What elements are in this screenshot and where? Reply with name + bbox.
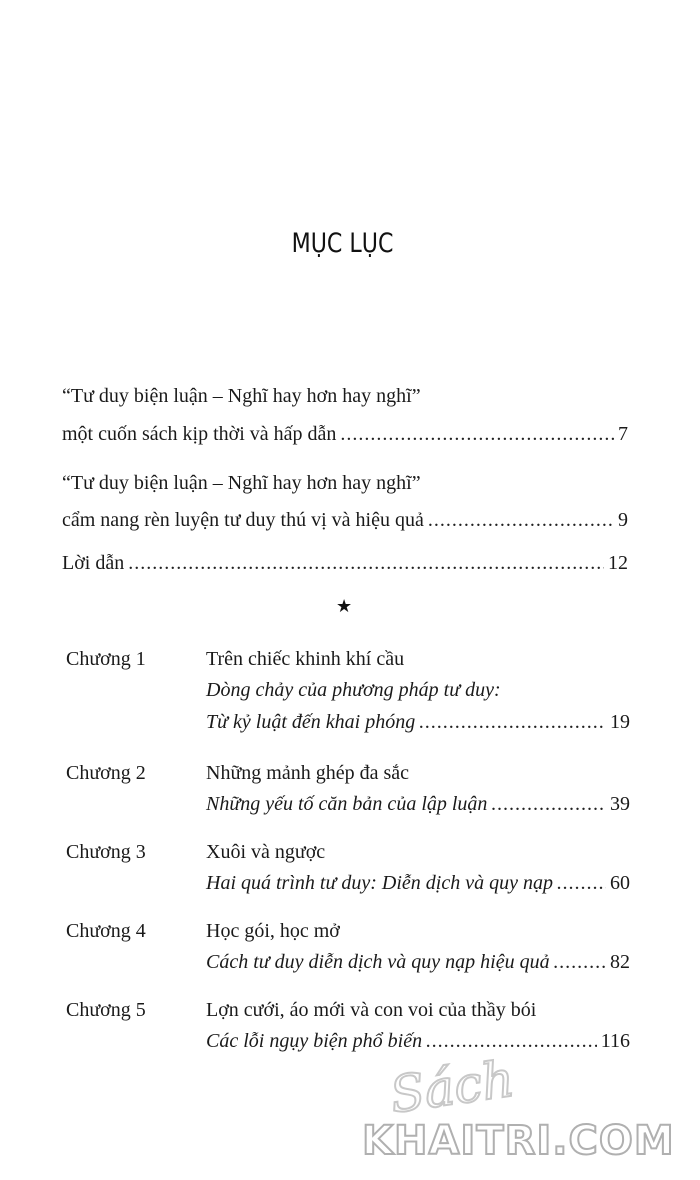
chapter-3-title[interactable]: Xuôi và ngược: [206, 841, 326, 863]
chapter-5-subtitle: Các lỗi ngụy biện phổ biến: [206, 1030, 423, 1052]
chapter-1-entry[interactable]: [206, 711, 630, 734]
chapter-2-page: 39: [610, 793, 630, 815]
chapter-4-page: 82: [610, 951, 630, 973]
intro-2-line1: “Tư duy biện luận – Nghĩ hay hơn hay nghĩ”: [62, 472, 421, 494]
foreword-page: 12: [608, 552, 628, 574]
watermark-brand: KHAITRI.COM: [362, 1118, 675, 1164]
leader-dots: [426, 1030, 597, 1053]
chapter-3-label: Chương 3: [66, 841, 146, 863]
leader-dots: [554, 951, 606, 974]
chapter-3-entry[interactable]: [206, 872, 630, 895]
intro-1-page: 7: [618, 423, 628, 445]
foreword-label: Lời dẫn: [62, 552, 125, 574]
watermark-logo: [362, 1049, 692, 1173]
intro-1-line2: một cuốn sách kịp thời và hấp dẫn: [62, 423, 337, 445]
intro-2-line2: cẩm nang rèn luyện tư duy thú vị và hiệu quả: [62, 509, 424, 531]
intro-2-page: 9: [618, 509, 628, 531]
chapter-1-subtitle-line1: Dòng chảy của phương pháp tư duy:: [206, 679, 501, 701]
chapter-2-label: Chương 2: [66, 762, 146, 784]
leader-dots: [340, 423, 614, 446]
chapter-3-subtitle: Hai quá trình tư duy: Diễn dịch và quy nạp: [206, 872, 553, 894]
chapter-2-entry[interactable]: [206, 793, 630, 816]
chapter-5-page: 116: [600, 1030, 630, 1052]
star-separator-icon: ★: [336, 596, 353, 617]
leader-dots: [128, 552, 604, 575]
chapter-4-subtitle: Cách tư duy diễn dịch và quy nạp hiệu quả: [206, 951, 550, 973]
chapter-5-entry[interactable]: [206, 1030, 630, 1053]
chapter-4-label: Chương 4: [66, 920, 146, 942]
chapter-4-entry[interactable]: [206, 951, 630, 974]
watermark-script: Sách: [386, 1049, 518, 1125]
chapter-1-subtitle-line2: Từ kỷ luật đến khai phóng: [206, 711, 416, 733]
page-title: MỤC LỤC: [291, 228, 394, 259]
leader-dots: [419, 711, 606, 734]
chapter-5-title[interactable]: Lợn cưới, áo mới và con voi của thầy bói: [206, 999, 537, 1021]
chapter-3-page: 60: [610, 872, 630, 894]
leader-dots: [557, 872, 606, 895]
leader-dots: [428, 509, 614, 532]
chapter-2-subtitle: Những yếu tố căn bản của lập luận: [206, 793, 488, 815]
chapter-1-page: 19: [610, 711, 630, 733]
chapter-1-title[interactable]: Trên chiếc khinh khí cầu: [206, 648, 405, 670]
chapter-2-title[interactable]: Những mảnh ghép đa sắc: [206, 762, 410, 784]
intro-1-line1: “Tư duy biện luận – Nghĩ hay hơn hay nghĩ”: [62, 385, 421, 407]
foreword-entry[interactable]: [62, 552, 628, 575]
chapter-5-label: Chương 5: [66, 999, 146, 1021]
chapter-1-label: Chương 1: [66, 648, 146, 670]
intro-2-entry[interactable]: [62, 509, 628, 532]
intro-1-entry[interactable]: [62, 423, 628, 446]
leader-dots: [491, 793, 606, 816]
chapter-4-title[interactable]: Học gói, học mở: [206, 920, 340, 942]
